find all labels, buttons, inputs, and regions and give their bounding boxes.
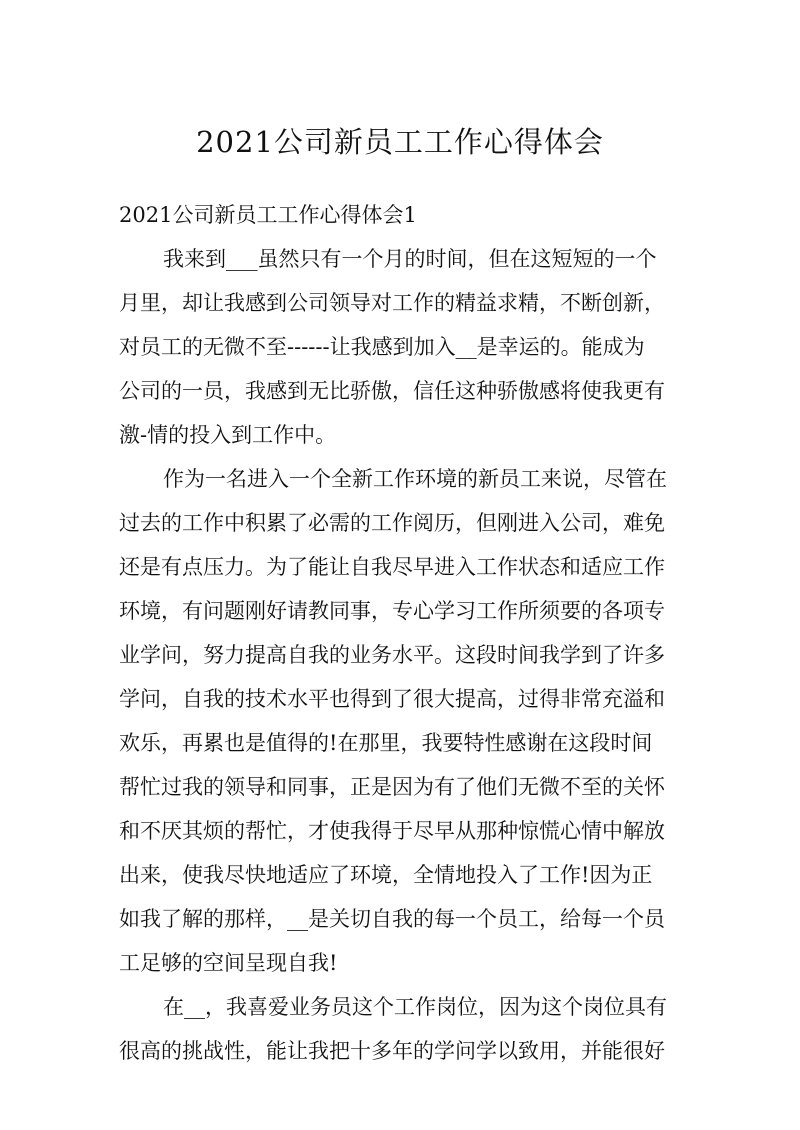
- text-line: 和不厌其烦的帮忙，才使我得于尽早从那种惊慌心情中解放: [119, 819, 665, 843]
- text-line: 工足够的空间呈现自我!: [119, 951, 338, 975]
- text-line: 欢乐，再累也是值得的!在那里，我要特性感谢在这段时间: [119, 731, 653, 755]
- text-line: 很高的挑战性，能让我把十多年的学问学以致用，并能很好: [119, 1039, 665, 1063]
- text-line: 业学问，努力提高自我的业务水平。这段时间我学到了许多: [119, 643, 665, 667]
- text-line: 激-情的投入到工作中。: [119, 423, 337, 447]
- text-line: 月里，却让我感到公司领导对工作的精益求精，不断创新，: [119, 291, 665, 315]
- document-title: 2021公司新员工工作心得体会: [196, 125, 604, 159]
- text-line: 环境，有问题刚好请教同事，专心学习工作所须要的各项专: [119, 599, 665, 623]
- text-line: 在__，我喜爱业务员这个工作岗位，因为这个岗位具有: [163, 995, 667, 1019]
- section-heading: 2021公司新员工工作心得体会1: [119, 203, 417, 227]
- text-line: 对员工的无微不至------让我感到加入__是幸运的。能成为: [119, 335, 645, 359]
- text-line: 学问，自我的技术水平也得到了很大提高，过得非常充溢和: [119, 687, 665, 711]
- text-line: 过去的工作中积累了必需的工作阅历，但刚进入公司，难免: [119, 511, 665, 535]
- text-line: 还是有点压力。为了能让自我尽早进入工作状态和适应工作: [119, 555, 665, 579]
- text-line: 帮忙过我的领导和同事，正是因为有了他们无微不至的关怀: [119, 775, 665, 799]
- text-line: 作为一名进入一个全新工作环境的新员工来说，尽管在: [163, 467, 667, 491]
- text-line: 出来，使我尽快地适应了环境，全情地投入了工作!因为正: [119, 863, 653, 887]
- text-line: 我来到___虽然只有一个月的时间，但在这短短的一个: [163, 247, 657, 271]
- text-line: 如我了解的那样，__是关切自我的每一个员工，给每一个员: [119, 907, 665, 931]
- text-line: 公司的一员，我感到无比骄傲，信任这种骄傲感将使我更有: [119, 379, 665, 403]
